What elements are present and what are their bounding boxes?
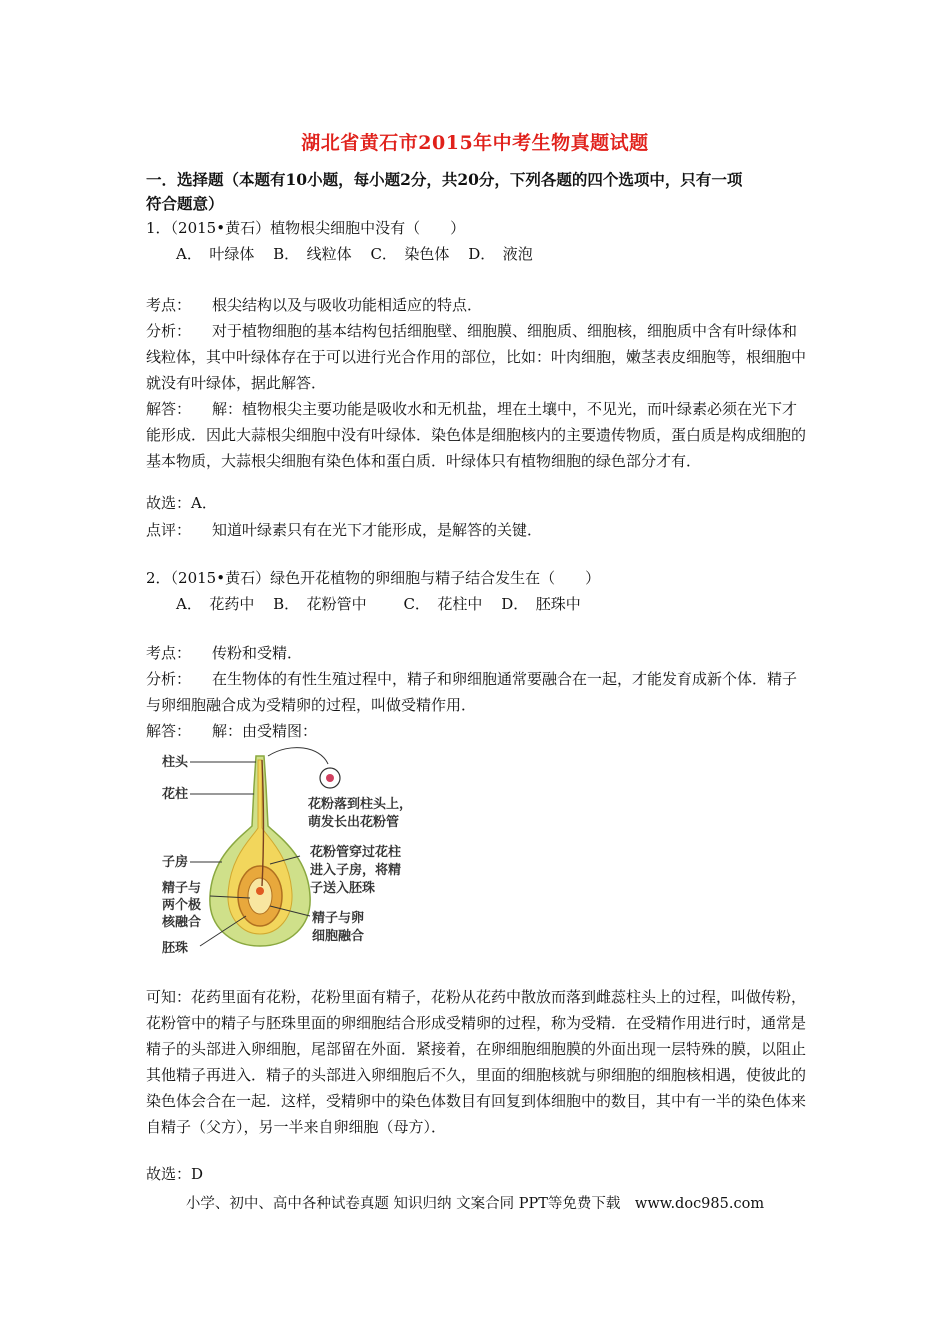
label-fusion-1: 精子与卵 bbox=[312, 911, 365, 926]
q1-kaodian-label: 考点： bbox=[146, 296, 192, 314]
label-ovary: 子房 bbox=[162, 855, 189, 870]
q2-fenxi-label: 分析： bbox=[146, 670, 192, 688]
q2-answer: 故选：D bbox=[146, 1165, 204, 1183]
q2-stem: 2．（2015•黄石）绿色开花植物的卵细胞与精子结合发生在（ ） bbox=[146, 569, 601, 587]
q2-fenxi-text: 在生物体的有性生殖过程中，精子和卵细胞通常要融合在一起，才能发育成新个体．精子与卵细胞融合成为受精卵的过程，叫做受精作用． bbox=[146, 670, 798, 714]
q1-option-b: B． 线粒体 bbox=[273, 245, 352, 263]
q2-option-d: D． 胚珠中 bbox=[501, 595, 581, 613]
q1-fenxi-label: 分析： bbox=[146, 322, 192, 340]
q1-option-c: C． 染色体 bbox=[370, 245, 450, 263]
label-stigma: 柱头 bbox=[162, 755, 189, 770]
q2-options bbox=[176, 592, 595, 616]
q1-option-a: A． 叶绿体 bbox=[176, 245, 255, 263]
label-tube-2: 进入子房，将精 bbox=[310, 863, 402, 878]
label-sperm-polar-1: 精子与 bbox=[162, 881, 202, 896]
label-tube-3: 子送入胚珠 bbox=[310, 881, 376, 896]
label-fusion-2: 细胞融合 bbox=[312, 929, 365, 944]
q1-jieda-text: 解：植物根尖主要功能是吸收水和无机盐，埋在土壤中，不见光，而叶绿素必须在光下才能形成．因此大蒜根尖细胞中没有叶绿体．染色体是细胞核内的主要遗传物质，蛋白质是构成细胞的基本物质，大蒜根尖细胞有染色体和蛋白质．叶绿体只有植物细胞的绿色部分才有． bbox=[146, 400, 807, 470]
q1-dianping-text: 知道叶绿素只有在光下才能形成，是解答的关键． bbox=[212, 521, 543, 539]
q2-kaodian-text: 传粉和受精． bbox=[212, 644, 303, 662]
q2-jieda bbox=[146, 718, 810, 744]
q2-option-c: C． 花柱中 bbox=[403, 595, 483, 613]
q2-option-a: A． 花药中 bbox=[176, 595, 255, 613]
q2-kaodian bbox=[146, 640, 810, 666]
q2-fenxi bbox=[146, 666, 810, 718]
q1-jieda-label: 解答： bbox=[146, 400, 192, 418]
label-pollen-1: 花粉落到柱头上， bbox=[308, 797, 413, 812]
section-heading bbox=[146, 168, 806, 216]
q1-stem: 1．（2015•黄石）植物根尖细胞中没有（ ） bbox=[146, 219, 466, 237]
q1-answer: 故选：A． bbox=[146, 494, 217, 512]
q1-dianping-label: 点评： bbox=[146, 521, 192, 539]
label-style: 花柱 bbox=[162, 787, 189, 802]
q1-kaodian-text: 根尖结构以及与吸收功能相适应的特点． bbox=[212, 296, 483, 314]
section-heading-line1: 一．选择题（本题有10小题，每小题2分，共20分，下列各题的四个选项中，只有一项 bbox=[146, 170, 743, 189]
q1-fenxi-text: 对于植物细胞的基本结构包括细胞壁、细胞膜、细胞质、细胞核，细胞质中含有叶绿体和线粒体，其中叶绿体存在于可以进行光合作用的部位，比如：叶肉细胞，嫩茎表皮细胞等，根细胞中就没有叶绿体，据此解答． bbox=[146, 322, 807, 392]
q1-jieda bbox=[146, 396, 810, 474]
q1-kaodian bbox=[146, 292, 810, 318]
pollen-nucleus bbox=[326, 774, 334, 782]
label-ovule: 胚珠 bbox=[162, 941, 189, 956]
embryo-sac bbox=[248, 878, 272, 914]
q2-kaodian-label: 考点： bbox=[146, 644, 192, 662]
q2-jieda-text: 解：由受精图： bbox=[212, 722, 318, 740]
page-footer: 小学、初中、高中各种试卷真题 知识归纳 文案合同 PPT等免费下载 www.doc985.com bbox=[185, 1196, 765, 1212]
label-tube-1: 花粉管穿过花柱 bbox=[310, 845, 402, 860]
q1-fenxi bbox=[146, 318, 810, 396]
egg-cell bbox=[256, 887, 264, 895]
q2-jieda-label: 解答： bbox=[146, 722, 192, 740]
q2-kezhi: 可知：花药里面有花粉，花粉里面有精子，花粉从花药中散放而落到雌蕊柱头上的过程，叫做传粉，花粉管中的精子与胚珠里面的卵细胞结合形成受精卵的过程，称为受精．在受精作用进行时，通常是精子的头部进入卵细胞，尾部留在外面．紧接着，在卵细胞细胞膜的外面出现一层特殊的膜，以阻止其他精子再进入．精子的头部进入卵细胞后不久，里面的细胞核就与卵细胞的细胞核相遇，使彼此的染色体会合在一起．这样，受精卵中的染色体数目有回复到体细胞中的数目，其中有一半的染色体来自精子（父方），另一半来自卵细胞（母方）． bbox=[146, 988, 807, 1136]
page-title: 湖北省黄石市2015年中考生物真题试题 bbox=[301, 132, 649, 154]
section-heading-line2: 符合题意） bbox=[146, 194, 224, 213]
q1-options bbox=[176, 242, 547, 266]
label-pollen-2: 萌发长出花粉管 bbox=[308, 815, 400, 830]
label-sperm-polar-2: 两个极 bbox=[162, 898, 202, 913]
q2-option-b: B． 花粉管中 bbox=[273, 595, 367, 613]
fertilization-diagram bbox=[160, 746, 440, 966]
q1-dianping bbox=[146, 517, 810, 543]
q1-option-d: D． 液泡 bbox=[468, 245, 533, 263]
label-sperm-polar-3: 核融合 bbox=[162, 915, 202, 930]
pollen-arrow bbox=[268, 748, 328, 764]
